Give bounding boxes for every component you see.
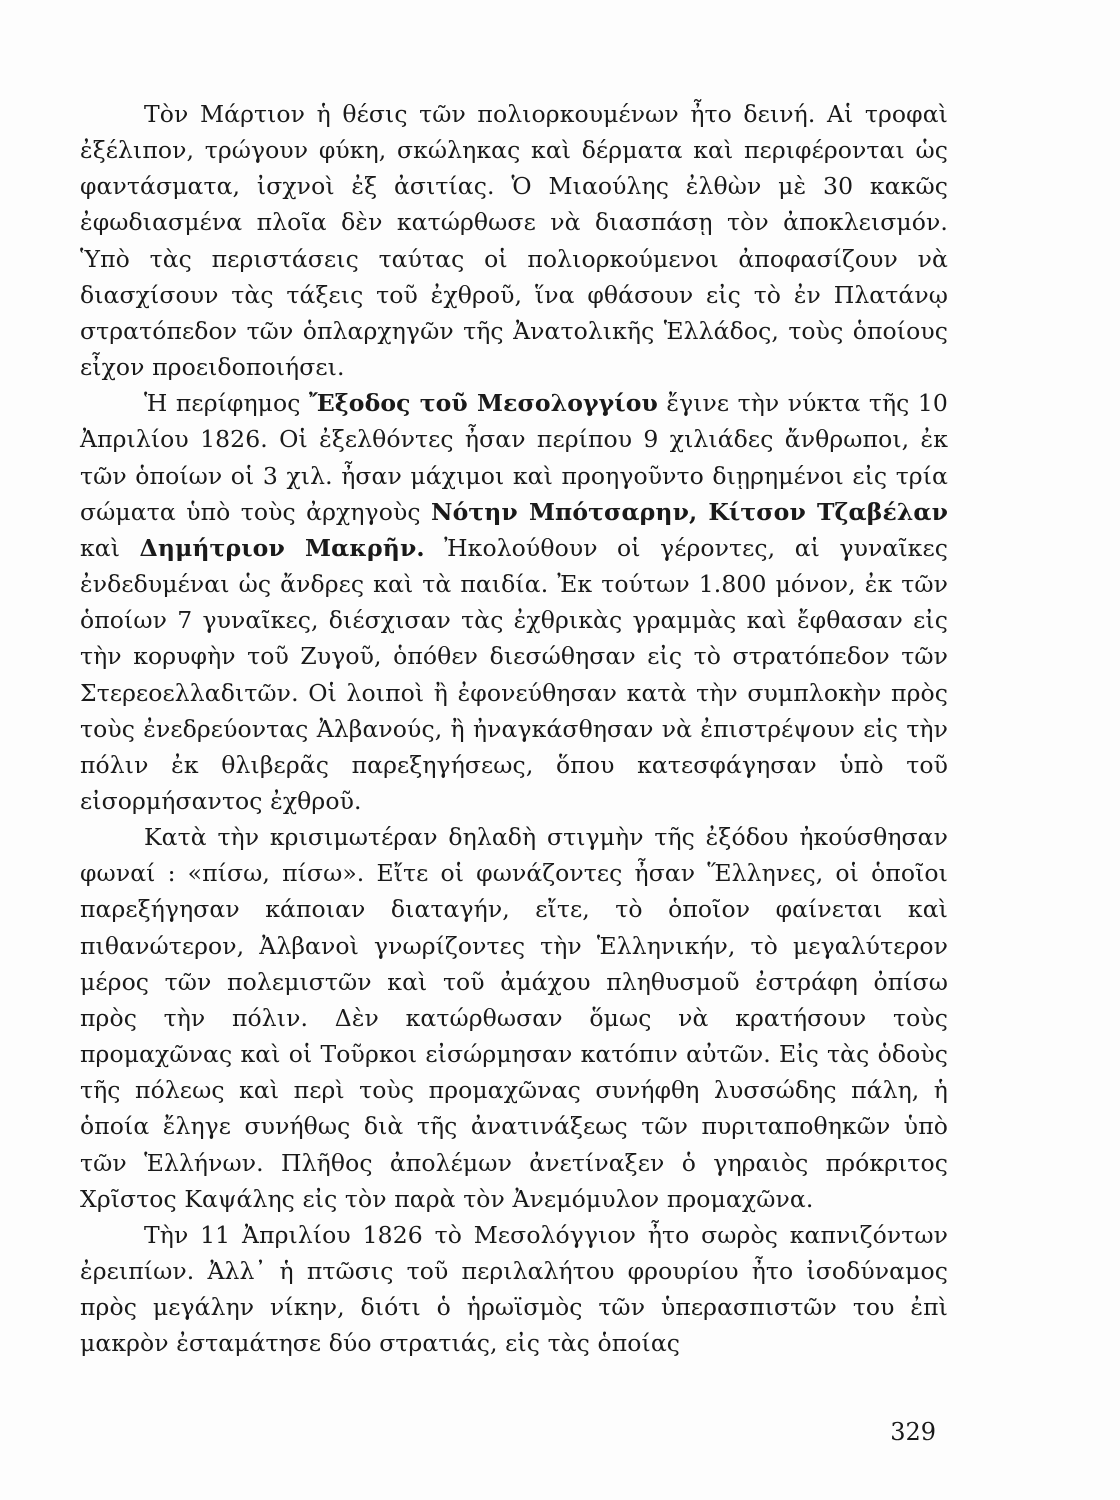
paragraph-text: Τὸν Μάρτιον ἡ θέσις τῶν πολιορκουμένων ἦτο δεινή. Αἱ τροφαὶ ἐξέλιπον, τρώγουν φύκη, σκώληκας καὶ δέρματα καὶ περιφέρονται ὡς φαντάσματα, ἰσχνοὶ ἐξ ἀσιτίας. Ὁ Μιαούλης ἐλθὼν μὲ 30 κακῶς ἐφωδιασμένα πλοῖα δὲν κατώρθωσε νὰ διασπάσῃ τὸν ἀποκλεισμόν. Ὑπὸ τὰς περιστάσεις ταύτας οἱ πολιορκούμενοι ἀποφασίζουν νὰ διασχίσουν τὰς τάξεις τοῦ ἐχθροῦ, ἵνα φθάσουν εἰς τὸ ἐν Πλατάνῳ στρατόπεδον τῶν ὁπλαρχηγῶν τῆς Ἀνατολικῆς Ἑλλάδος, τοὺς ὁποίους εἶχον προειδοποιήσει. [80,100,948,382]
paragraph-text: Κατὰ τὴν κρισιμωτέραν δηλαδὴ στιγμὴν τῆς ἐξόδου ἠκούσθησαν φωναί : «πίσω, πίσω». Εἴτε οἱ φωνάζοντες ἦσαν Ἕλληνες, οἱ ὁποῖοι παρεξήγησαν κάποιαν διαταγήν, εἴτε, τὸ ὁποῖον φαίνεται καὶ πιθανώτερον, Ἀλβανοὶ γνωρίζοντες τὴν Ἑλληνικήν, τὸ μεγαλύτερον μέρος τῶν πολεμιστῶν καὶ τοῦ ἀμάχου πληθυσμοῦ ἐστράφη ὀπίσω πρὸς τὴν πόλιν. Δὲν κατώρθωσαν ὅμως νὰ κρατήσουν τοὺς προμαχῶνας καὶ οἱ Τοῦρκοι εἰσώρμησαν κατόπιν αὐτῶν. Εἰς τὰς ὁδοὺς τῆς πόλεως καὶ περὶ τοὺς προμαχῶνας συνήφθη λυσσώδης πάλη, ἡ ὁποία ἔληγε συνήθως διὰ τῆς ἀνατινάξεως τῶν πυριταποθηκῶν ὑπὸ τῶν Ἑλλήνων. Πλῆθος ἀπολέμων ἀνετίναξεν ὁ γηραιὸς πρόκριτος Χρῖστος Καψάλης εἰς τὸν παρὰ τὸν Ἀνεμόμυλον προμαχῶνα. [80,823,948,1213]
paragraph-text: ἔγινε τὴν νύκτα τῆς 10 Ἀπριλίου 1826. Οἱ ἐξελθόντες ἦσαν περίπου 9 χιλιάδες ἄνθρωποι, ἐκ τῶν ὁποίων οἱ 3 χιλ. ἦσαν μάχιμοι καὶ προηγοῦντο διῃρημένοι εἰς τρία σώματα ὑπὸ τοὺς ἀρχηγοὺς [80,389,948,526]
paragraph [80,385,948,819]
paragraph [80,1217,948,1362]
paragraph-text: καὶ [80,533,140,562]
paragraph [80,96,948,385]
paragraph-text: Ἡ περίφημος [144,389,309,418]
bold-phrase: Νότην Μπότσαρην, Κίτσον Τζαβέλαν [430,497,949,526]
bold-phrase: Ἔξοδος τοῦ Μεσολογγίου [309,389,658,418]
body-text [80,96,948,1361]
paragraph [80,819,948,1217]
paragraph-text: Τὴν 11 Ἀπριλίου 1826 τὸ Μεσολόγγιον ἦτο σωρὸς καπνιζόντων ἐρειπίων. Ἀλλ᾽ ἡ πτῶσις τοῦ περιλαλήτου φρουρίου ἦτο ἰσοδύναμος πρὸς μεγάλην νίκην, διότι ὁ ἡρωϊσμὸς τῶν ὑπερασπιστῶν του ἐπὶ μακρὸν ἐσταμάτησε δύο στρατιάς, εἰς τὰς ὁποίας [80,1220,948,1358]
page-number: 329 [890,1418,936,1446]
paragraph-text: Ἠκολούθουν οἱ γέροντες, αἱ γυναῖκες ἐνδεδυμέναι ὡς ἄνδρες καὶ τὰ παιδία. Ἐκ τούτων 1.800 μόνον, ἐκ τῶν ὁποίων 7 γυναῖκες, διέσχισαν τὰς ἐχθρικὰς γραμμὰς καὶ ἔφθασαν εἰς τὴν κορυφὴν τοῦ Ζυγοῦ, ὁπόθεν διεσώθησαν εἰς τὸ στρατόπεδον τῶν Στερεοελλαδιτῶν. Οἱ λοιποὶ ἢ ἐφονεύθησαν κατὰ τὴν συμπλοκὴν πρὸς τοὺς ἐνεδρεύοντας Ἀλβανούς, ἢ ἠναγκάσθησαν νὰ ἐπιστρέψουν εἰς τὴν πόλιν ἐκ θλιβερᾶς παρεξηγήσεως, ὅπου κατεσφάγησαν ὑπὸ τοῦ εἰσορμήσαντος ἐχθροῦ. [80,533,948,815]
bold-phrase: Δημήτριον Μακρῆν. [139,533,425,562]
